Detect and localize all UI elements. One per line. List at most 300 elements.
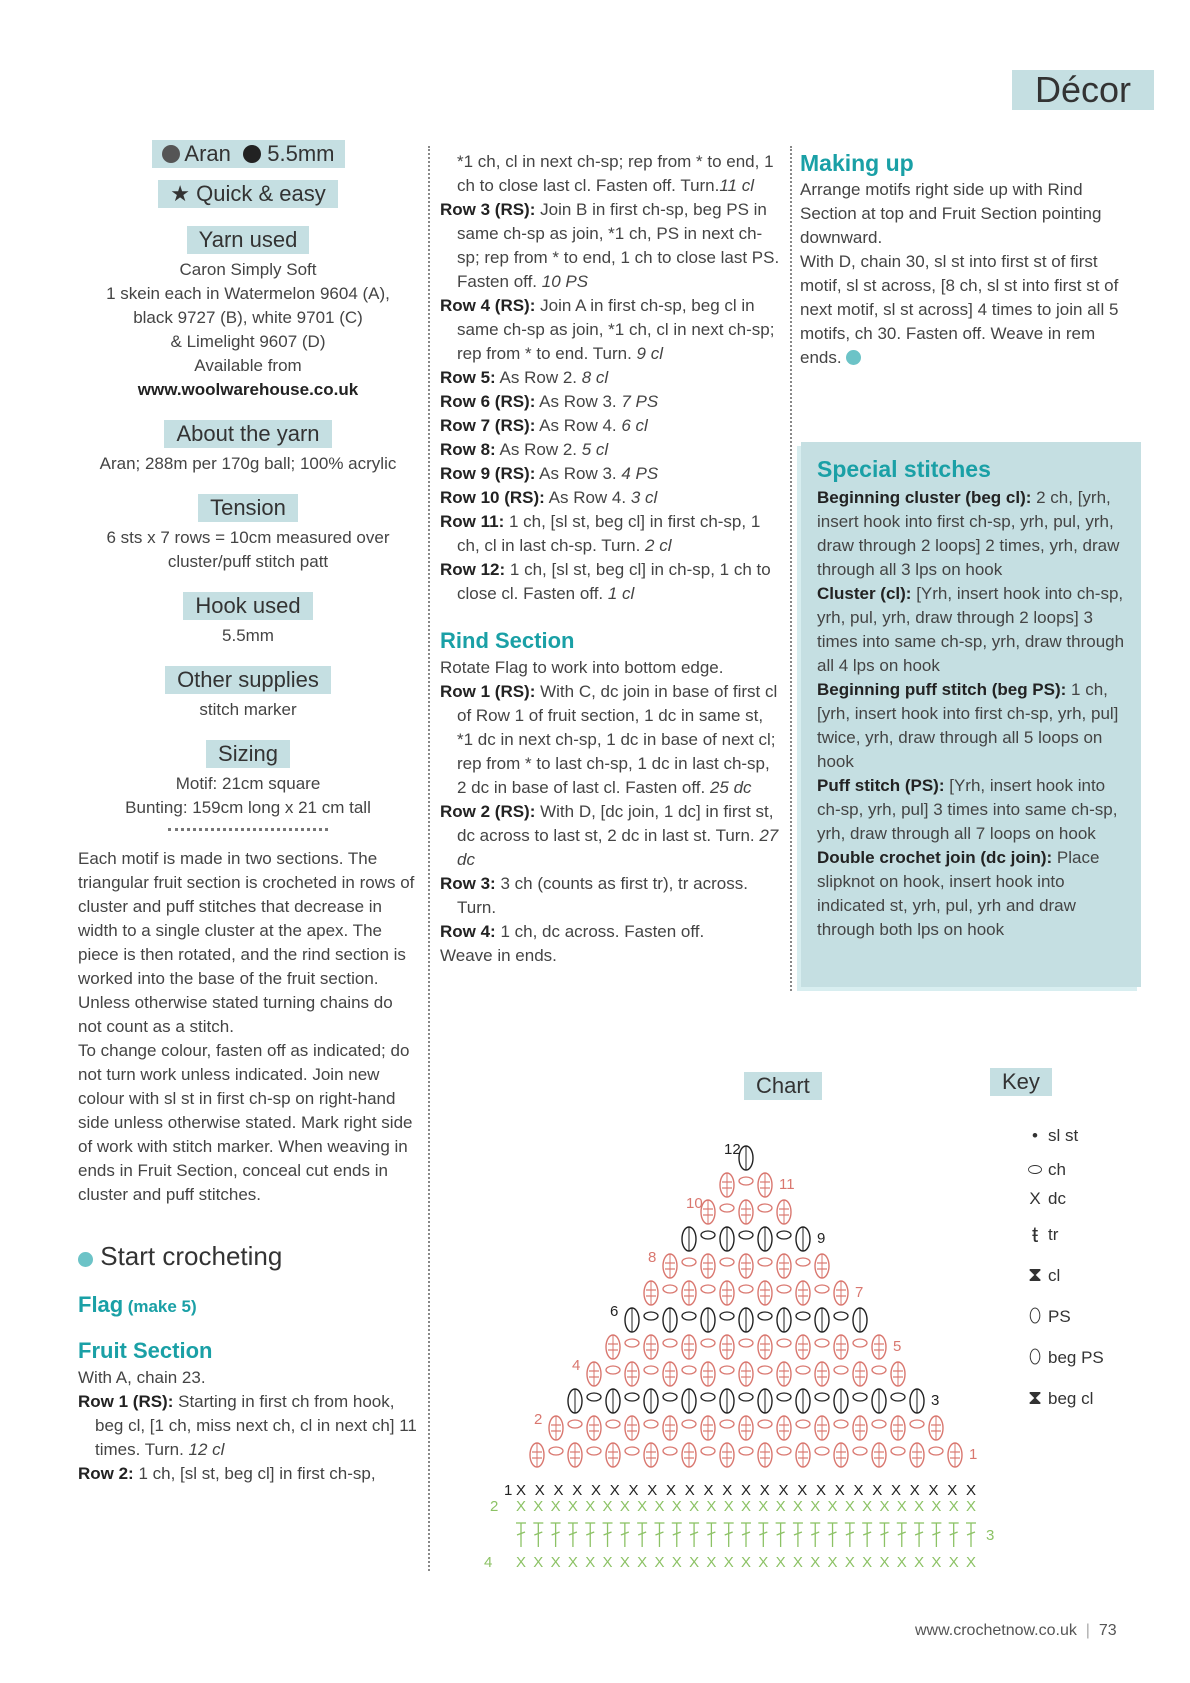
row-number: 4 xyxy=(484,1554,493,1571)
dc-stitch: X xyxy=(619,1498,630,1515)
chain-stitch xyxy=(663,1285,677,1293)
yarn-used-section: Yarn used Caron Simply Soft 1 skein each in Watermelon 9604 (A), black 9727 (B), white 9701 (C) & Limelight 9607 (D) Available from www.woolwarehouse.co.uk xyxy=(78,226,418,402)
dc-stitch: X xyxy=(628,1482,639,1499)
yarn-ball-icon xyxy=(162,145,180,163)
dc-stitch: X xyxy=(553,1482,564,1499)
about-yarn-section: About the yarn Aran; 288m per 170g ball; 100% acrylic xyxy=(99,421,397,473)
dc-stitch: X xyxy=(684,1482,695,1499)
chain-stitch xyxy=(739,1231,753,1239)
row-number: 1 xyxy=(504,1482,513,1499)
fruit-heading: Fruit Section xyxy=(78,1338,213,1363)
row-number: 3 xyxy=(986,1527,995,1544)
key-item: ⧗ cl xyxy=(1022,1255,1104,1296)
chain-stitch xyxy=(644,1312,658,1320)
row-number: 5 xyxy=(893,1338,902,1355)
chain-stitch xyxy=(834,1366,848,1374)
chain-stitch xyxy=(663,1447,677,1455)
cluster-stitch xyxy=(606,1443,620,1467)
dc-stitch: X xyxy=(609,1482,620,1499)
chain-stitch xyxy=(587,1393,601,1401)
chain-stitch xyxy=(796,1258,810,1266)
page-footer: www.crochetnow.co.uk | 73 xyxy=(915,1622,1117,1639)
chain-stitch xyxy=(796,1366,810,1374)
chain-stitch xyxy=(701,1447,715,1455)
dc-stitch: X xyxy=(862,1554,873,1571)
cluster-stitch xyxy=(663,1254,677,1278)
chain-stitch xyxy=(644,1366,658,1374)
chain-stitch xyxy=(682,1312,696,1320)
sizing-section: Sizing Motif: 21cm square Bunting: 159cm long x 21 cm tall xyxy=(125,741,371,817)
cluster-stitch xyxy=(701,1200,715,1224)
pattern-row: Row 12: 1 ch, [sl st, beg cl] in ch-sp, 1 ch to close cl. Fasten off. 1 cl xyxy=(440,560,771,603)
pattern-row: Row 2 (RS): With D, [dc join, 1 dc] in first st, dc across to last st, 2 dc in last st. Turn. 27 dc xyxy=(440,802,779,869)
dc-stitch: X xyxy=(703,1482,714,1499)
dc-stitch: X xyxy=(654,1498,665,1515)
ps-stitch xyxy=(758,1227,772,1251)
pattern-row: With A, chain 23. xyxy=(78,1368,206,1387)
chain-stitch xyxy=(872,1366,886,1374)
stitch-definition: Beginning puff stitch (beg PS): 1 ch, [yrh, insert hook into first ch-sp, yrh, pul] twice, yrh, draw through all 5 loops on hook xyxy=(817,680,1119,771)
ps-stitch xyxy=(682,1227,696,1251)
column-divider xyxy=(428,146,430,1571)
special-stitches-heading: Special stitches xyxy=(817,456,991,482)
tension-section: Tension 6 sts x 7 rows = 10cm measured over cluster/puff stitch patt xyxy=(106,495,390,571)
row-number: 2 xyxy=(490,1498,499,1515)
hook-icon xyxy=(243,145,261,163)
tr-stitch xyxy=(551,1523,561,1547)
chain-stitch xyxy=(815,1447,829,1455)
dc-stitch: X xyxy=(666,1482,677,1499)
dc-stitch: X xyxy=(948,1498,959,1515)
tr-stitch xyxy=(568,1523,578,1547)
ps-stitch xyxy=(834,1389,848,1413)
dc-stitch: X xyxy=(534,1482,545,1499)
yarn-weight-badge: Aran 5.5mm xyxy=(152,140,345,168)
chain-stitch xyxy=(796,1420,810,1428)
dc-stitch: X xyxy=(792,1554,803,1571)
pattern-row: Row 4: 1 ch, dc across. Fasten off. xyxy=(440,922,705,941)
chain-stitch xyxy=(872,1420,886,1428)
special-stitches-box xyxy=(801,442,1141,987)
cluster-stitch xyxy=(796,1335,810,1359)
dc-stitch: X xyxy=(872,1482,883,1499)
cluster-stitch xyxy=(815,1254,829,1278)
tr-stitch xyxy=(533,1523,543,1547)
row-number: 8 xyxy=(648,1249,657,1266)
dc-stitch: X xyxy=(896,1554,907,1571)
ps-stitch xyxy=(701,1308,715,1332)
stitch-definition: Beginning cluster (beg cl): 2 ch, [yrh, insert hook into first ch-sp, yrh, pul, yrh, draw through 2 loops] 2 times, yrh, draw through all 3 lps on hook xyxy=(817,488,1120,579)
tr-stitch xyxy=(879,1523,889,1547)
ps-stitch xyxy=(720,1227,734,1251)
dc-stitch: X xyxy=(602,1498,613,1515)
chain-stitch xyxy=(625,1339,639,1347)
footer-url[interactable]: www.crochetnow.co.uk xyxy=(915,1622,1077,1639)
dc-stitch: X xyxy=(931,1554,942,1571)
cluster-stitch xyxy=(739,1254,753,1278)
key-item: ŧ tr xyxy=(1022,1214,1104,1255)
dc-stitch: X xyxy=(671,1498,682,1515)
dc-stitch: X xyxy=(706,1554,717,1571)
fruit-rows-continued xyxy=(440,150,780,606)
dc-stitch: X xyxy=(931,1498,942,1515)
chain-stitch xyxy=(606,1420,620,1428)
dc-stitch: X xyxy=(533,1554,544,1571)
chain-stitch xyxy=(777,1231,791,1239)
rind-rows xyxy=(440,680,780,968)
chain-stitch xyxy=(891,1393,905,1401)
dc-stitch: X xyxy=(516,1554,527,1571)
chain-stitch xyxy=(644,1420,658,1428)
dc-stitch: X xyxy=(810,1498,821,1515)
tr-stitch xyxy=(862,1523,872,1547)
dc-stitch: X xyxy=(723,1498,734,1515)
cluster-stitch xyxy=(872,1335,886,1359)
cluster-stitch xyxy=(682,1443,696,1467)
dc-stitch: X xyxy=(879,1498,890,1515)
flag-heading: Flag (make 5) xyxy=(78,1292,197,1317)
dc-stitch: X xyxy=(567,1498,578,1515)
badge-row xyxy=(78,140,418,168)
dc-stitch: X xyxy=(567,1554,578,1571)
ps-stitch xyxy=(872,1389,886,1413)
star-icon: ★ xyxy=(170,181,190,206)
dc-stitch: X xyxy=(706,1498,717,1515)
column-divider xyxy=(790,146,792,991)
chain-stitch xyxy=(777,1393,791,1401)
beg-ps-symbol-icon: ⬯ xyxy=(1028,1346,1042,1368)
dc-stitch: X xyxy=(928,1482,939,1499)
dc-stitch: X xyxy=(654,1554,665,1571)
hook-section: Hook used 5.5mm xyxy=(78,592,418,648)
cluster-stitch xyxy=(891,1416,905,1440)
making-up-text: Arrange motifs right side up with Rind Section at top and Fruit Section pointing downward. With D, chain 30, sl st into first st of first motif, sl st across, [8 ch, sl st into first st of next motif, sl st across] 4 times to join all 5 motifs, ch 30. Fasten off. Weave in rem ends. xyxy=(800,180,1119,367)
pattern-row: Row 1 (RS): Starting in first ch from hook, beg cl, [1 ch, miss next ch, cl in next ch] 11 times. Turn. 12 cl xyxy=(78,1392,417,1459)
ps-stitch xyxy=(739,1308,753,1332)
dc-stitch: X xyxy=(516,1498,527,1515)
tr-stitch xyxy=(931,1523,941,1547)
chain-stitch xyxy=(720,1204,734,1212)
cluster-stitch xyxy=(720,1443,734,1467)
tr-stitch xyxy=(585,1523,595,1547)
chart-key xyxy=(1022,1115,1104,1419)
cluster-stitch xyxy=(758,1443,772,1467)
cluster-stitch xyxy=(777,1416,791,1440)
dc-stitch: X xyxy=(533,1498,544,1515)
sl-st-symbol-icon: • xyxy=(1032,1125,1038,1145)
dc-stitch: X xyxy=(775,1554,786,1571)
cluster-stitch xyxy=(644,1335,658,1359)
end-mark-icon xyxy=(846,350,861,365)
dc-stitch: X xyxy=(671,1554,682,1571)
cluster-stitch xyxy=(758,1173,772,1197)
stitch-definition: Double crochet join (dc join): Place slipknot on hook, insert hook into indicated st, yrh, pul, yrh and draw through both lps on hook xyxy=(817,848,1100,939)
ps-stitch xyxy=(796,1227,810,1251)
dc-stitch: X xyxy=(689,1498,700,1515)
tr-stitch xyxy=(793,1523,803,1547)
key-item: • sl st xyxy=(1022,1115,1104,1156)
dc-stitch: X xyxy=(827,1498,838,1515)
cluster-stitch xyxy=(663,1362,677,1386)
dc-stitch: X xyxy=(816,1482,827,1499)
yarn-used-title: Yarn used xyxy=(187,226,310,254)
row-number: 9 xyxy=(817,1230,826,1247)
ps-stitch xyxy=(910,1389,924,1413)
chain-stitch xyxy=(682,1420,696,1428)
dc-stitch: X xyxy=(909,1482,920,1499)
dc-stitch: X xyxy=(948,1554,959,1571)
row-number: 6 xyxy=(610,1303,619,1320)
pattern-row: Weave in ends. xyxy=(440,946,557,965)
row-number: 12 xyxy=(724,1141,741,1158)
cluster-stitch xyxy=(853,1416,867,1440)
dc-stitch: X xyxy=(723,1554,734,1571)
cluster-stitch xyxy=(587,1362,601,1386)
cluster-stitch xyxy=(853,1362,867,1386)
dc-stitch: X xyxy=(550,1498,561,1515)
dc-stitch: X xyxy=(891,1482,902,1499)
dc-stitch: X xyxy=(722,1482,733,1499)
divider xyxy=(168,828,328,831)
chain-stitch xyxy=(777,1447,791,1455)
pattern-row: *1 ch, cl in next ch-sp; rep from * to end, 1 ch to close last cl. Fasten off. Turn.11 cl xyxy=(457,152,774,195)
cluster-stitch xyxy=(796,1281,810,1305)
dc-symbol-icon: X xyxy=(1029,1189,1041,1208)
chain-stitch xyxy=(682,1366,696,1374)
yarn-ball-icon xyxy=(78,1252,93,1267)
cluster-stitch xyxy=(872,1443,886,1467)
ch-symbol-icon: ⬭ xyxy=(1027,1160,1043,1179)
pattern-row: Row 10 (RS): As Row 4. 3 cl xyxy=(440,488,658,507)
cluster-stitch xyxy=(568,1443,582,1467)
dc-stitch: X xyxy=(862,1498,873,1515)
chain-stitch xyxy=(625,1393,639,1401)
chain-stitch xyxy=(739,1177,753,1185)
cluster-stitch xyxy=(834,1281,848,1305)
ps-stitch xyxy=(682,1389,696,1413)
dc-stitch: X xyxy=(914,1498,925,1515)
dc-stitch: X xyxy=(966,1482,977,1499)
key-item: ⧗ beg cl xyxy=(1022,1378,1104,1419)
cluster-stitch xyxy=(948,1443,962,1467)
chain-stitch xyxy=(891,1447,905,1455)
dc-stitch: X xyxy=(966,1498,977,1515)
chain-stitch xyxy=(758,1312,772,1320)
chain-stitch xyxy=(568,1420,582,1428)
cluster-stitch xyxy=(815,1416,829,1440)
ps-stitch xyxy=(663,1308,677,1332)
chain-stitch xyxy=(720,1312,734,1320)
dc-stitch: X xyxy=(758,1498,769,1515)
dc-stitch: X xyxy=(844,1554,855,1571)
chain-stitch xyxy=(853,1447,867,1455)
tr-stitch xyxy=(897,1523,907,1547)
ps-stitch xyxy=(777,1308,791,1332)
pattern-row: Row 1 (RS): With C, dc join in base of first cl of Row 1 of fruit section, 1 dc in same st, *1 dc in next ch-sp, 1 dc in base of next cl; rep from * to last ch-sp, 1 dc in last ch-sp, 2 dc in base of last cl. Fasten off. 25 dc xyxy=(440,682,778,797)
cluster-stitch xyxy=(682,1281,696,1305)
cluster-stitch xyxy=(815,1362,829,1386)
tr-stitch xyxy=(637,1523,647,1547)
chain-stitch xyxy=(701,1339,715,1347)
rind-heading: Rind Section xyxy=(440,628,575,653)
dc-stitch: X xyxy=(759,1482,770,1499)
tr-stitch xyxy=(741,1523,751,1547)
chain-stitch xyxy=(606,1366,620,1374)
chain-stitch xyxy=(587,1447,601,1455)
pattern-row: Row 8: As Row 2. 5 cl xyxy=(440,440,609,459)
cluster-stitch xyxy=(663,1416,677,1440)
ps-stitch xyxy=(644,1389,658,1413)
ps-stitch xyxy=(625,1308,639,1332)
middle-column: *1 ch, cl in next ch-sp; rep from * to end, 1 ch to close last cl. Fasten off. Turn.11 cl Row 3 (RS): Join B in first ch-sp, beg PS in same ch-sp as join, *1 ch, PS in next ch-sp; rep from * to end, 1 ch to close last PS. Fasten off. 10 PS Row 4 (RS): Join A in first ch-sp, beg cl in same ch-sp as join, *1 ch, cl in next ch-sp; rep from * to end. Turn. 9 cl Row 5: As Row 2. 8 cl Row 6 (RS): As Row 3. 7 PS Row 7 (RS): As Row 4. 6 cl Row 8: As Row 2. 5 cl Row 9 (RS): As Row 3. 4 PS Row 10 (RS): As Row 4. 3 cl Row 11: 1 ch, [sl st, beg cl] in first ch-sp, 1 ch, cl in last ch-sp. Turn. 2 cl Row 12: 1 ch, [sl st, beg cl] in ch-sp, 1 ch to close cl. Fasten off. 1 cl Rind Section Rotate Flag to work into bottom edge. Row 1 (RS): With C, dc join in base of first cl of Row 1 of fruit section, 1 dc in same st, *1 dc in next ch-sp, 1 dc in base of next cl; rep from * to last ch-sp, 1 dc in last ch-sp, 2 dc in base of last cl. Fasten off. 25 dc Row 2 (RS): With D, [dc join, 1 dc] in first st, dc across to last st, 2 dc in last st. Turn. 27 dc Row 3: 3 ch (counts as first tr), tr across. Turn. Row 4: 1 ch, dc across. Fasten off. Weave in ends. xyxy=(440,150,780,968)
dc-stitch: X xyxy=(741,1482,752,1499)
stitch-definition: Puff stitch (PS): [Yrh, insert hook into ch-sp, yrh, pul] 3 times into same ch-sp, yrh, draw through all 7 loops on hook xyxy=(817,776,1118,843)
left-column xyxy=(78,140,418,1486)
chain-stitch xyxy=(815,1285,829,1293)
cluster-stitch xyxy=(777,1254,791,1278)
chain-stitch xyxy=(720,1420,734,1428)
cluster-stitch xyxy=(739,1200,753,1224)
tr-stitch xyxy=(620,1523,630,1547)
chain-stitch xyxy=(815,1339,829,1347)
page-number: 73 xyxy=(1098,1622,1117,1639)
pattern-row: Row 3: 3 ch (counts as first tr), tr across. Turn. xyxy=(440,874,748,917)
chain-stitch xyxy=(739,1447,753,1455)
start-heading: Start crocheting xyxy=(78,1241,418,1272)
pattern-row: Row 3 (RS): Join B in first ch-sp, beg PS in same ch-sp as join, *1 ch, PS in next ch-sp; rep from * to end, 1 ch to close last PS. Fasten off. 10 PS xyxy=(440,200,780,291)
dc-stitch: X xyxy=(758,1554,769,1571)
ps-symbol-icon: ⬯ xyxy=(1028,1305,1042,1327)
section-label: Décor xyxy=(1012,70,1154,110)
chain-stitch xyxy=(815,1393,829,1401)
dc-stitch: X xyxy=(647,1482,658,1499)
key-item: X dc xyxy=(1022,1184,1104,1214)
cluster-stitch xyxy=(644,1281,658,1305)
dc-stitch: X xyxy=(810,1554,821,1571)
chain-stitch xyxy=(758,1366,772,1374)
chain-stitch xyxy=(682,1258,696,1266)
tr-stitch xyxy=(828,1523,838,1547)
chain-stitch xyxy=(701,1285,715,1293)
chain-stitch xyxy=(929,1447,943,1455)
ps-stitch xyxy=(720,1389,734,1413)
tr-stitch xyxy=(689,1523,699,1547)
supplier-link[interactable]: www.woolwarehouse.co.uk xyxy=(137,380,359,399)
key-item: ⬯ PS xyxy=(1022,1296,1104,1337)
dc-stitch: X xyxy=(619,1554,630,1571)
chain-stitch xyxy=(777,1285,791,1293)
chain-stitch xyxy=(663,1393,677,1401)
row-number: 4 xyxy=(572,1357,581,1374)
cluster-stitch xyxy=(796,1443,810,1467)
dc-stitch: X xyxy=(585,1498,596,1515)
pattern-row: Row 2: 1 ch, [sl st, beg cl] in first ch-sp, xyxy=(78,1464,376,1483)
level-badge: ★ Quick & easy xyxy=(158,180,337,208)
chain-stitch xyxy=(834,1420,848,1428)
cluster-stitch xyxy=(701,1254,715,1278)
cluster-stitch xyxy=(929,1416,943,1440)
cluster-stitch xyxy=(682,1335,696,1359)
dc-stitch: X xyxy=(834,1482,845,1499)
dc-stitch: X xyxy=(741,1554,752,1571)
dc-stitch: X xyxy=(572,1482,583,1499)
dc-stitch: X xyxy=(966,1554,977,1571)
dc-stitch: X xyxy=(853,1482,864,1499)
intro-text: Each motif is made in two sections. The triangular fruit section is crocheted in rows of cluster and puff stitches that decrease in width to a single cluster at the apex. The piece is then rotated, and the rind section is worked into the base of the fruit section. Unless otherwise stated turning chains do not count as a stitch. To change colour, fasten off as indicated; do not turn work unless indicated. Join new colour with sl st in first ch-sp on right-hand side unless otherwise stated. Mark right side of work with stitch marker. When weaving in ends in Fruit Section, conceal cut ends in cluster and puff stitches. xyxy=(78,849,415,1204)
pattern-row: Row 9 (RS): As Row 3. 4 PS xyxy=(440,464,659,483)
chain-stitch xyxy=(910,1420,924,1428)
chain-stitch xyxy=(739,1393,753,1401)
ps-stitch xyxy=(568,1389,582,1413)
chain-stitch xyxy=(758,1258,772,1266)
cluster-stitch xyxy=(777,1362,791,1386)
tr-stitch xyxy=(672,1523,682,1547)
cluster-stitch xyxy=(891,1362,905,1386)
tr-stitch xyxy=(516,1523,526,1547)
tr-stitch xyxy=(758,1523,768,1547)
chain-stitch xyxy=(701,1231,715,1239)
beg-cl-symbol-icon: ⧗ xyxy=(1027,1387,1043,1409)
row-number: 2 xyxy=(534,1411,543,1428)
right-column xyxy=(800,148,1135,370)
cluster-stitch xyxy=(720,1173,734,1197)
dc-stitch: X xyxy=(914,1554,925,1571)
key-title: Key xyxy=(990,1068,1052,1096)
dc-stitch: X xyxy=(778,1482,789,1499)
ps-stitch xyxy=(758,1389,772,1413)
pattern-row: Row 5: As Row 2. 8 cl xyxy=(440,368,609,387)
cluster-stitch xyxy=(587,1416,601,1440)
cluster-stitch xyxy=(549,1416,563,1440)
chain-stitch xyxy=(663,1339,677,1347)
dc-stitch: X xyxy=(550,1554,561,1571)
row-number: 7 xyxy=(855,1284,864,1301)
dc-stitch: X xyxy=(797,1482,808,1499)
stitch-definition: Cluster (cl): [Yrh, insert hook into ch-sp, yrh, pul, yrh, draw through 2 loops] 3 times into same ch-sp, yrh, draw through all 4 lps on hook xyxy=(817,584,1125,675)
dc-stitch: X xyxy=(792,1498,803,1515)
chain-stitch xyxy=(853,1339,867,1347)
tr-stitch xyxy=(724,1523,734,1547)
cluster-stitch xyxy=(758,1281,772,1305)
cluster-stitch xyxy=(758,1335,772,1359)
cluster-stitch xyxy=(606,1335,620,1359)
chain-stitch xyxy=(739,1339,753,1347)
cluster-stitch xyxy=(834,1443,848,1467)
chain-stitch xyxy=(834,1312,848,1320)
cluster-stitch xyxy=(530,1443,544,1467)
chain-stitch xyxy=(758,1204,772,1212)
pattern-row: Row 11: 1 ch, [sl st, beg cl] in first ch-sp, 1 ch, cl in last ch-sp. Turn. 2 cl xyxy=(440,512,761,555)
cluster-stitch xyxy=(644,1443,658,1467)
dc-stitch: X xyxy=(896,1498,907,1515)
chain-stitch xyxy=(701,1393,715,1401)
dc-stitch: X xyxy=(637,1554,648,1571)
row-number: 3 xyxy=(931,1392,940,1409)
cluster-stitch xyxy=(739,1416,753,1440)
dc-stitch: X xyxy=(741,1498,752,1515)
tr-stitch xyxy=(810,1523,820,1547)
chain-stitch xyxy=(758,1420,772,1428)
tr-stitch xyxy=(654,1523,664,1547)
cluster-stitch xyxy=(777,1200,791,1224)
tr-stitch xyxy=(603,1523,613,1547)
tr-stitch xyxy=(845,1523,855,1547)
cl-symbol-icon: ⧗ xyxy=(1027,1264,1043,1286)
ps-stitch xyxy=(796,1389,810,1413)
cluster-stitch xyxy=(739,1362,753,1386)
cluster-stitch xyxy=(701,1362,715,1386)
supplies-section: Other supplies stitch marker xyxy=(78,666,418,722)
